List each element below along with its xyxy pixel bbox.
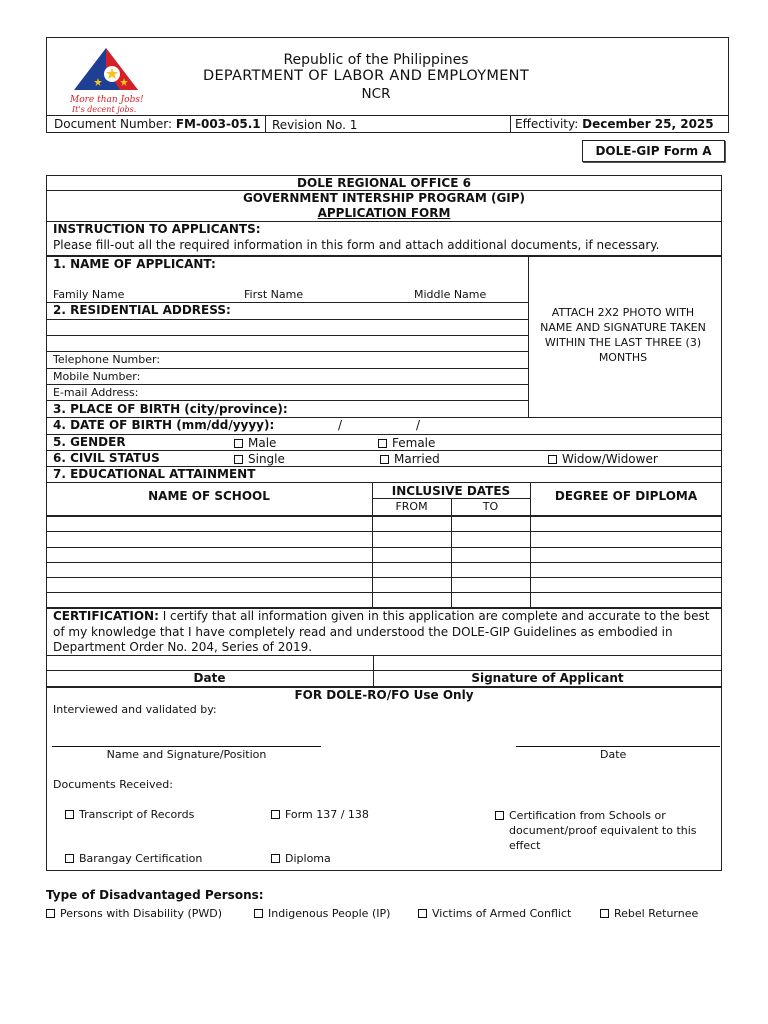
signature-label: Signature of Applicant (471, 671, 624, 685)
name-label: 1. NAME OF APPLICANT: (53, 257, 216, 271)
col-school-header: NAME OF SCHOOL (148, 489, 270, 503)
form-badge: DOLE-GIP Form A (582, 140, 725, 162)
date-small-label: Date (600, 748, 627, 761)
department-title: DEPARTMENT OF LABOR AND EMPLOYMENT (203, 68, 529, 84)
civil-widow-option[interactable]: Widow/Widower (548, 452, 658, 466)
doc-diploma-option[interactable]: Diploma (271, 852, 331, 865)
instruction-text: Please fill-out all the required information in this form and attach additional documents, if necessary. (53, 238, 660, 252)
education-label: 7. EDUCATIONAL ATTAINMENT (53, 467, 256, 481)
office-use-title: FOR DOLE-RO/FO Use Only (294, 688, 474, 702)
doc-certification-option[interactable]: Certification from Schools or document/proof equivalent to this effect (495, 808, 713, 853)
middle-name-label: Middle Name (414, 288, 487, 301)
table-row (46, 547, 722, 548)
documents-received-label: Documents Received: (53, 778, 173, 791)
table-row (46, 562, 722, 563)
certification-text: CERTIFICATION: I certify that all information given in this application are complete and accurate to the best of my knowledge that I have completely read and understood the DOLE-GIP Guidelines as embodied in Department Order No. 204, Series of 2019. (53, 609, 710, 654)
application-form (46, 175, 722, 871)
family-name-label: Family Name (53, 288, 125, 301)
col-dates-header: INCLUSIVE DATES (391, 484, 511, 498)
checkbox-icon[interactable] (495, 811, 504, 820)
civil-single-option[interactable]: Single (234, 452, 285, 466)
interviewer-signature-line (52, 746, 321, 747)
office-title: DOLE REGIONAL OFFICE 6 (297, 176, 471, 190)
first-name-label: First Name (244, 288, 304, 301)
revision-number: Revision No. 1 (272, 118, 358, 132)
col-to-header: TO (482, 500, 499, 513)
date-signature-line (516, 746, 720, 747)
address-label: 2. RESIDENTIAL ADDRESS: (53, 303, 231, 317)
victims-option[interactable]: Victims of Armed Conflict (418, 907, 571, 920)
checkbox-icon[interactable] (380, 455, 389, 464)
document-number: Document Number: FM-003-05.1 (54, 117, 261, 131)
doc-barangay-option[interactable]: Barangay Certification (65, 852, 202, 865)
rebel-option[interactable]: Rebel Returnee (600, 907, 698, 920)
date-label: Date (193, 671, 226, 685)
checkbox-icon[interactable] (378, 439, 387, 448)
photo-placeholder: ATTACH 2X2 PHOTO WITH NAME AND SIGNATURE TAKEN WITHIN THE LAST THREE (3) MONTHS (540, 306, 706, 364)
checkbox-icon[interactable] (271, 854, 280, 863)
checkbox-icon[interactable] (234, 455, 243, 464)
instruction-title: INSTRUCTION TO APPLICANTS: (53, 222, 261, 236)
email-label: E-mail Address: (53, 386, 139, 399)
checkbox-icon[interactable] (46, 909, 55, 918)
logo-tagline-2: It's decent jobs. (72, 105, 137, 114)
name-signature-position-label: Name and Signature/Position (106, 748, 267, 761)
checkbox-icon[interactable] (234, 439, 243, 448)
gender-label: 5. GENDER (53, 435, 126, 449)
doc-form137-option[interactable]: Form 137 / 138 (271, 808, 369, 821)
logo-tagline-1: More than Jobs! (70, 95, 144, 105)
effectivity: Effectivity: December 25, 2025 (515, 117, 714, 131)
birthplace-label: 3. PLACE OF BIRTH (city/province): (53, 402, 288, 416)
birthdate-label: 4. DATE OF BIRTH (mm/dd/yyyy): (53, 418, 275, 432)
civil-status-label: 6. CIVIL STATUS (53, 451, 160, 465)
birthdate-slash-2: / (416, 418, 421, 432)
table-row (46, 531, 722, 532)
telephone-label: Telephone Number: (53, 353, 161, 366)
birthdate-slash-1: / (338, 418, 343, 432)
checkbox-icon[interactable] (65, 810, 74, 819)
form-title: APPLICATION FORM (317, 206, 451, 220)
checkbox-icon[interactable] (254, 909, 263, 918)
checkbox-icon[interactable] (65, 854, 74, 863)
col-from-header: FROM (395, 500, 428, 513)
mobile-label: Mobile Number: (53, 370, 141, 383)
checkbox-icon[interactable] (418, 909, 427, 918)
gender-male-option[interactable]: Male (234, 436, 276, 450)
table-row (46, 577, 722, 578)
region-title: NCR (361, 86, 391, 102)
disadvantaged-title: Type of Disadvantaged Persons: (46, 888, 264, 902)
ip-option[interactable]: Indigenous People (IP) (254, 907, 390, 920)
interviewed-label: Interviewed and validated by: (53, 703, 217, 716)
checkbox-icon[interactable] (600, 909, 609, 918)
civil-married-option[interactable]: Married (380, 452, 440, 466)
checkbox-icon[interactable] (271, 810, 280, 819)
gender-female-option[interactable]: Female (378, 436, 435, 450)
pwd-option[interactable]: Persons with Disability (PWD) (46, 907, 222, 920)
program-title: GOVERNMENT INTERSHIP PROGRAM (GIP) (242, 191, 526, 205)
country-title: Republic of the Philippines (283, 52, 469, 68)
table-row (46, 592, 722, 593)
checkbox-icon[interactable] (548, 455, 557, 464)
col-degree-header: DEGREE OF DIPLOMA (554, 489, 698, 503)
doc-tor-option[interactable]: Transcript of Records (65, 808, 194, 821)
